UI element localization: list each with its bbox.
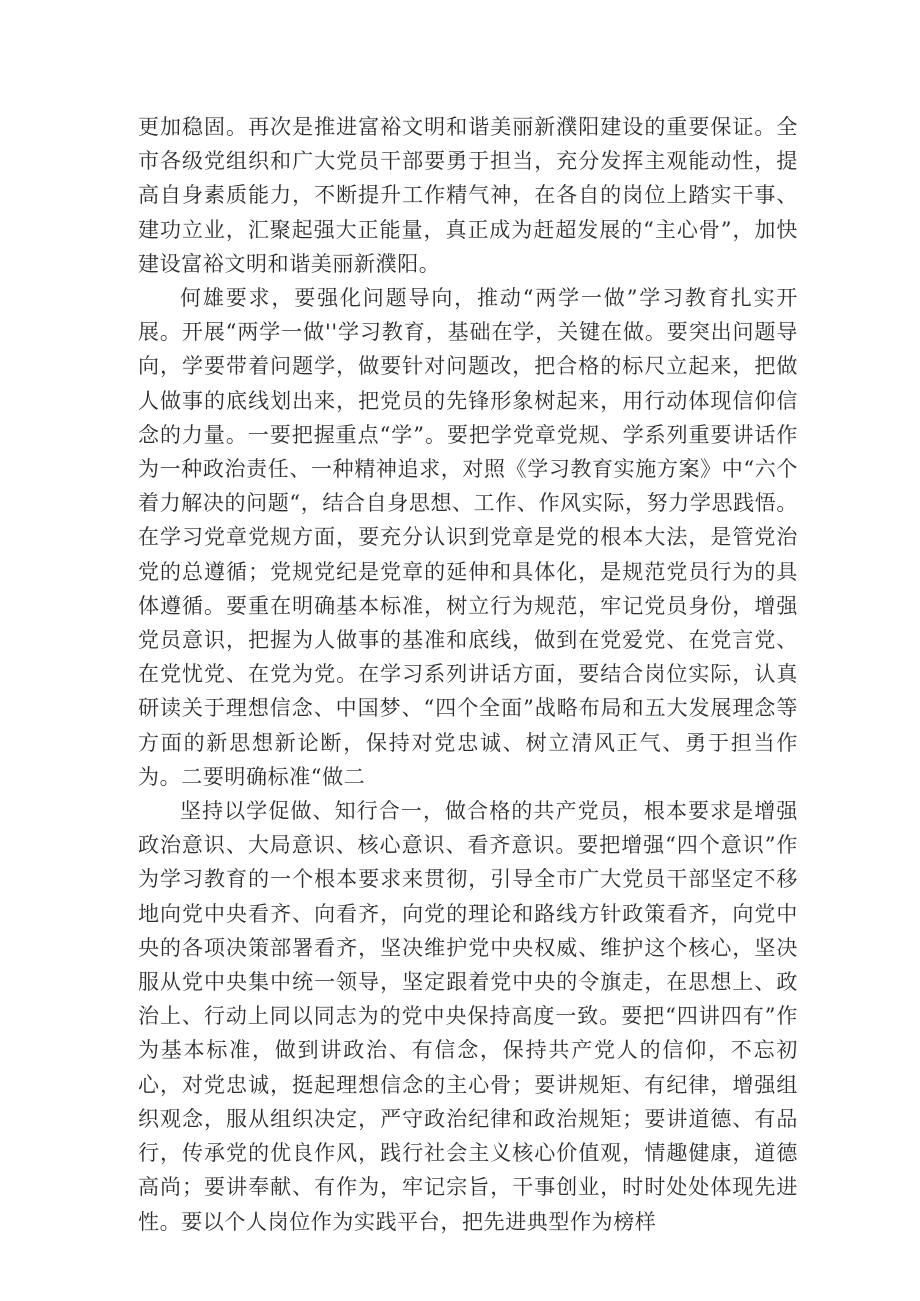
paragraph-3: 坚持以学促做、知行合一，做合格的共产党员，根本要求是增强政治意识、大局意识、核心意识、看齐意识。要把增强“四个意识”作为学习教育的一个根本要求来贯彻，引导全市广大党员干部坚定不移地向党中央看齐、向看齐，向党的理论和路线方针政策看齐，向党中央的各项决策部署看齐，坚决维护党中央权威、维护这个核心，坚决服从党中央集中统一领导，坚定跟着党中央的令旗走，在思想上、政治上、行动上同以同志为的党中央保持高度一致。要把“四讲四有”作为基本标准，做到讲政治、有信念，保持共产党人的信仰，不忘初心，对党忠诚，挺起理想信念的主心骨；要讲规矩、有纪律，增强组织观念，服从组织决定，严守政治纪律和政治规矩；要讲道德、有品行，传承党的优良作风，践行社会主义核心价值观，情趣健康，道德高尚；要讲奉献、有作为，牢记宗旨，干事创业，时时处处体现先进性。要以个人岗位作为实践平台，把先进典型作为榜样	[138, 799, 798, 1234]
paragraph-2: 何雄要求，要强化问题导向，推动“两学一做”学习教育扎实开展。开展“两学一做''学习教育，基础在学，关键在做。要突出问题导向，学要带着问题学，做要针对问题改，把合格的标尺立起来，把做人做事的底线划出来，把党员的先锋形象树起来，用行动体现信仰信念的力量。一要把握重点“学”。要把学党章党规、学系列重要讲话作为一种政治责任、一种精神追求，对照《学习教育实施方案》中“六个着力解决的问题“，结合自身思想、工作、作风实际，努力学思践悟。在学习党章党规方面，要充分认识到党章是党的根本大法，是管党治党的总遵循；党规党纪是党章的延伸和具体化，是规范党员行为的具体遵循。要重在明确基本标准，树立行为规范，牢记党员身份，增强党员意识，把握为人做事的基准和底线，做到在党爱党、在党言党、在党忧党、在党为党。在学习系列讲话方面，要结合岗位实际，认真研读关于理想信念、中国梦、“四个全面”战略布局和五大发展理念等方面的新思想新论断，保持对党忠诚、树立清风正气、勇于担当作为。二要明确标准“做二	[138, 286, 798, 789]
paragraph-1: 更加稳固。再次是推进富裕文明和谐美丽新濮阳建设的重要保证。全市各级党组织和广大党员干部要勇于担当，充分发挥主观能动性，提高自身素质能力，不断提升工作精气神，在各自的岗位上踏实干事、建功立业，汇聚起强大正能量，真正成为赶超发展的“主心骨”，加快建设富裕文明和谐美丽新濮阳。	[138, 115, 798, 276]
body-text	[138, 110, 798, 1239]
